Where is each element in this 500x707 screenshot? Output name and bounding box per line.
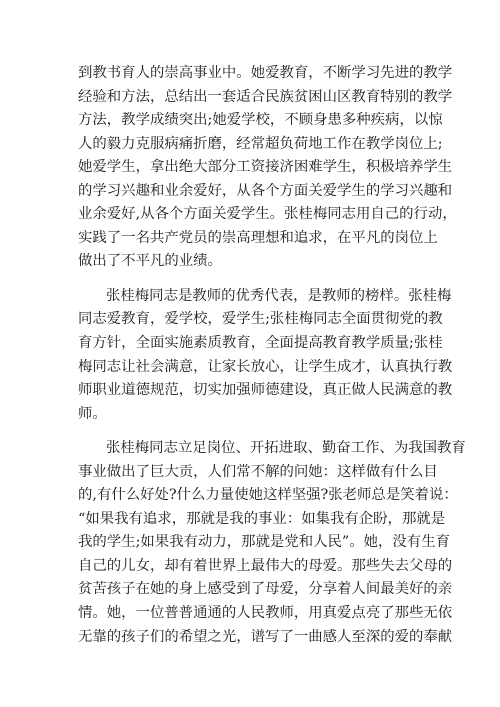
text-line: 情。她，一位普普通通的人民教师，用真爱点亮了那些无依 <box>78 605 453 622</box>
text-line: 的,有什么好处?什么力量使她这样坚强?张老师总是笑着说： <box>78 487 458 504</box>
text-line: 做出了不平凡的业绩。 <box>78 253 222 270</box>
paragraph-1 <box>78 62 457 274</box>
text-line: 事业做出了巨大贡，人们常不解的问她：这样做有什么目 <box>78 463 438 480</box>
text-line: 自己的儿女，却有着世界上最伟大的母爱。那些失去父母的 <box>78 557 453 574</box>
text-line: 张桂梅同志是教师的优秀代表，是教师的榜样。张桂梅 <box>106 287 452 304</box>
text-line: 到教书育人的崇高事业中。她爱教育，不断学习先进的教学 <box>78 65 453 81</box>
text-line: 经验和方法，总结出一套适合民族贫困山区教育特别的教学 <box>78 88 453 105</box>
paragraph-3 <box>78 437 466 649</box>
text-line: 张桂梅同志立足岗位、开拓进取、勤奋工作、为我国教育 <box>106 440 466 457</box>
paragraph-2 <box>78 285 453 426</box>
text-line: 梅同志让社会满意，让家长放心，让学生成才，认真执行教 <box>78 358 453 375</box>
text-line: 她爱学生，拿出绝大部分工资接济困难学生，积极培养学生 <box>78 159 453 176</box>
text-line: 实践了一名共产党员的崇高理想和追求，在平凡的岗位上 <box>78 229 438 246</box>
text-line: 的学习兴趣和业余爱好，从各个方面关爱学生的学习兴趣和 <box>78 182 453 199</box>
body-text <box>78 62 466 660</box>
text-line: 方法，教学成绩突出;她爱学校，不顾身患多种疾病，以惊 <box>78 112 443 129</box>
text-line: 我的学生;如果我有动力，那就是党和人民”。她，没有生育 <box>78 534 450 551</box>
text-line: 贫苦孩子在她的身上感受到了母爱，分享着人间最美好的亲 <box>78 581 453 598</box>
text-line: 师。 <box>78 405 107 422</box>
text-line: 无靠的孩子们的希望之光，谱写了一曲感人至深的爱的奉献 <box>78 628 453 645</box>
text-line: 同志爱教育，爱学校，爱学生;张桂梅同志全面贯彻党的教 <box>78 311 443 328</box>
text-line: 育方针，全面实施素质教育，全面提高教育教学质量;张桂 <box>78 335 443 352</box>
text-line: 业余爱好,从各个方面关爱学生。张桂梅同志用自己的行动， <box>78 206 457 223</box>
text-line: 人的毅力克服病痛折磨，经常超负荷地工作在教学岗位上; <box>78 135 443 152</box>
text-line: “如果我有追求，那就是我的事业：如集我有企盼，那就是 <box>78 510 446 527</box>
text-line: 师职业道德规范，切实加强师德建设，真正做人民满意的教 <box>78 382 453 399</box>
